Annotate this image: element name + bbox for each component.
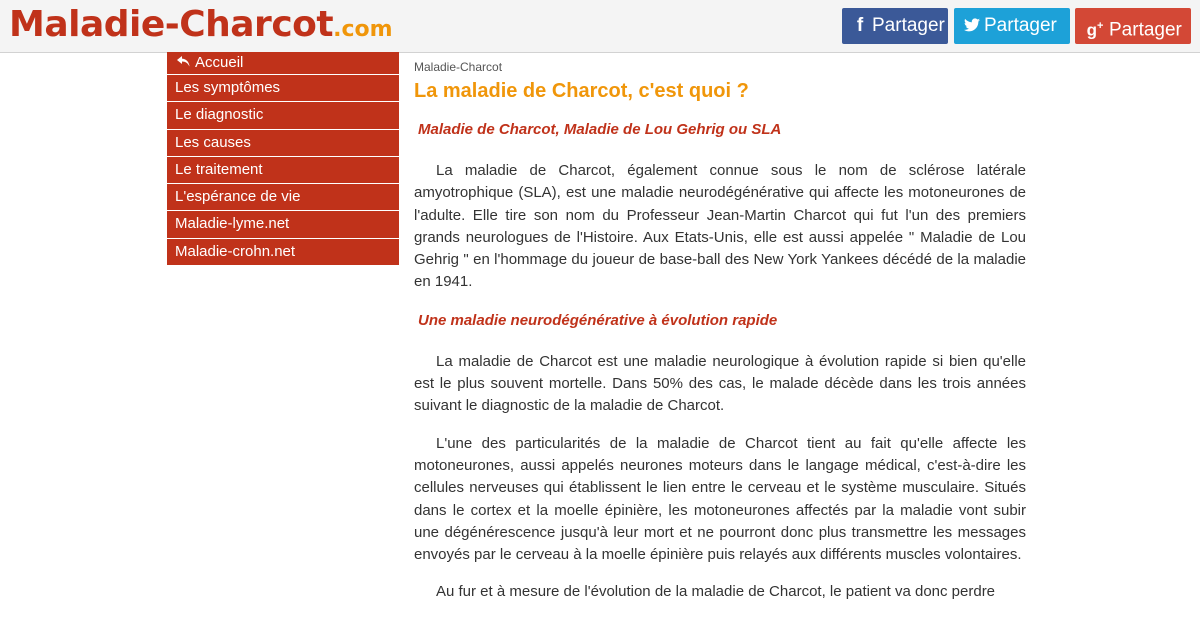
paragraph-4: Au fur et à mesure de l'évolution de la maladie de Charcot, le patient va donc perdre bbox=[436, 583, 996, 601]
facebook-icon: f bbox=[856, 15, 864, 36]
sidebar-item-diagnostic[interactable]: Le diagnostic bbox=[167, 102, 399, 129]
section-heading-2: Une maladie neurodégénérative à évolution rapide bbox=[418, 311, 778, 329]
paragraph-1: La maladie de Charcot, également connue sous le nom de sclérose latérale amyotrophique (SLA), est une maladie neurodégénérative qui affecte les motoneurones de l'adulte. Elle tire son nom du Professeur Jean-Martin Charcot qui fut l'un des premiers grands neurologues de l'Histoire. Aux Etats-Unis, elle est aussi appelée " Maladie de Lou Gehrig " en l'hommage du joueur de base-ball des New York Yankees décédé de la maladie en 1941. bbox=[414, 162, 1026, 291]
back-arrow-icon bbox=[177, 52, 191, 74]
sidebar-item-esperance-de-vie[interactable]: L'espérance de vie bbox=[167, 184, 399, 211]
google-plus-share-label: Partager bbox=[1109, 19, 1182, 41]
sidebar-item-maladie-lyme[interactable]: Maladie-lyme.net bbox=[167, 211, 399, 238]
google-plus-glyph: g bbox=[1086, 20, 1097, 40]
paragraph-2: La maladie de Charcot est une maladie neurologique à évolution rapide si bien qu'elle est le plus souvent mortelle. Dans 50% des cas, le malade décède dans les trois années suivant le diagnostic de la maladie de Charcot. bbox=[414, 352, 1026, 415]
article-content bbox=[414, 60, 1026, 604]
sidebar-item-traitement[interactable]: Le traitement bbox=[167, 157, 399, 184]
logo-tld-text: .com bbox=[333, 17, 393, 42]
page-title: La maladie de Charcot, c'est quoi ? bbox=[414, 80, 749, 102]
sidebar-item-symptomes[interactable]: Les symptômes bbox=[167, 75, 399, 102]
google-plus-icon: g+ bbox=[1086, 20, 1104, 40]
sidebar-menu bbox=[167, 52, 399, 266]
site-logo[interactable] bbox=[9, 4, 393, 45]
site-header bbox=[0, 0, 1200, 53]
sidebar-item-causes[interactable]: Les causes bbox=[167, 130, 399, 157]
facebook-share-button[interactable] bbox=[842, 8, 948, 44]
google-plus-share-button[interactable] bbox=[1075, 8, 1191, 44]
section-heading-1: Maladie de Charcot, Maladie de Lou Gehrig ou SLA bbox=[418, 121, 782, 138]
breadcrumb[interactable]: Maladie-Charcot bbox=[414, 60, 503, 74]
twitter-share-label: Partager bbox=[984, 15, 1057, 36]
sidebar-item-accueil[interactable] bbox=[167, 52, 399, 75]
sidebar-item-maladie-crohn[interactable]: Maladie-crohn.net bbox=[167, 239, 399, 266]
paragraph-3: L'une des particularités de la maladie de Charcot tient au fait qu'elle affecte les motoneurones, aussi appelés neurones moteurs dans le langage médical, c'est-à-dire les cellules nerveuses qui établissent le lien entre le cerveau et le système musculaire. Situés dans le cortex et la moelle épinière, les motoneurones affectés par la maladie vont subir une dégénérescence jusqu'à leur mort et ne pourront donc plus transmettre les messages envoyés par le cerveau à la moelle épinière puis relayés aux différents muscles volontaires. bbox=[414, 434, 1026, 564]
logo-main-text: Maladie-Charcot bbox=[9, 4, 334, 45]
sidebar-item-label: Accueil bbox=[195, 54, 244, 71]
twitter-share-button[interactable] bbox=[954, 8, 1070, 44]
twitter-icon bbox=[964, 8, 980, 44]
facebook-share-label: Partager bbox=[872, 15, 945, 36]
